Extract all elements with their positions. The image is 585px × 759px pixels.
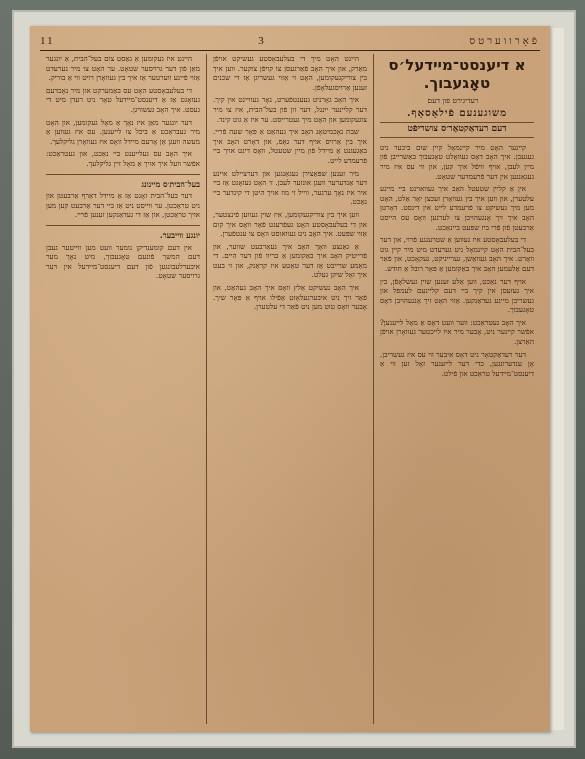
paragraph: מיר זענען שפּאַצירן געגאַנגען און דערציילט איינע דער אַנדערער וועגן אונזער לעבן. זי האָט געזאָגט אַז ביי איר איז נאָך ערגער, ווייל זי מוז אויך היטן די קינדער ביי נאַכט. [213,168,367,207]
paragraph: די בעלעבאָסטע איז געווען אַ שטרענגע פֿרוי, און דער בעל־הבית האָט קיינמאָל ניט גערעדט מיט מיר קיין גוט וואָרט. איך האָב געוואַשן, גערייניקט, געקאָכט, און פֿאַר דעם אַלעמען האָב איך באַקומען אַ פּאָר רובל אַ חודש. [380,235,534,273]
divider [46,225,200,226]
page-mark: 3 [258,35,266,47]
paragraph: איך האָב גאָרניט געענטפֿערט, נאָר געוויינט אין קיך. דער קליינער ייִנגל, דער זון פֿון בעל־הבית, איז צו מיר צוגעקומען און האָט מיך געטרייסט. ער איז אַ גוט קינד. [213,95,367,124]
paragraph: שבת נאָכמיטאָג האָב איך געהאַט אַ פּאָר שעה פֿריי. איך בין אַרויס אויף דער גאַס, און דאָרט האָב איך באַגעגנט אַ מיידל פֿון מיין שטעטל, וואָס דינט אויך ביי פֿרעמדע לייט. [213,127,367,165]
paragraph: היינט איז געקומען אַ גאַסט צום בעל־הבית, אַ יונגער מאַן פֿון דער גרויסער שטאָט. ער האָט צו מיר גערעדט אַזוי פֿיינע ווערטער אַז איך בין געוואָרן רויט ווי אַ בוריק. [46,54,200,83]
article-title: א דיענסט־מיידעל׳ס טאָגעבוך. [388,56,526,92]
paragraph: איך האָב עס געלייענט ביי נאַכט, און געטראַכט: אפֿשר וועל איך אויך אַ מאָל זיין גליקלעך. [46,149,200,168]
divider [46,174,200,175]
paragraph: היינט האָט מיך די בעלעבאָסטע געשיקט אויפֿן מאַרק, און איך האָב פֿאַרגעסן צו קויפֿן צוקער. ווען איך בין צוריקגעקומען, האָט זי אַזוי געשריגן אַז די שכנים זענען אַרויסגעלאָפֿן. [213,54,367,92]
note-text: אין דעם קומענדיקן נומער וועט מען ווייטער געבן דעם המשך פֿונעם טאָגעבוך, מיט נאָך מער איבערלעבונגען פֿון דעם דיענסט־מיידעל אין דער גרויסער שטאָט. [46,242,200,281]
paragraph: דער רעדאַקטאָר גיט דאָס איבער ווי עס איז געשריבן, אָן ענדערונגען, כדי דער לייענער זאָל זען ווי אַ דיענסט־מיידעל טראַכט און פֿילט. [380,349,534,378]
paragraph: איך האָב געשיקט אַלץ וואָס איך האָב געהאַט, און פֿאַר זיך ניט איבערגעלאָזט אַפֿילו אויף אַ פּאָר שיך. אָבער וואָס טוט מען ניט פֿאַר די עלטערן. [213,283,367,312]
column-left [40,54,206,724]
paragraph: אין אַ קליין שטעטל האָב איך געוואוינט ביי מיינע עלטערן, און ווען איך בין געוואָרן זעכצן יאָר אַלט, האָט מען מיך געשיקט צו פֿרעמדע לייט אין דינסט. דאָרטן האָב איך זיך אָנגעהויבן צו לערנען וואָס עס הייסט אַרבעטן פֿון פֿרי ביז שפּעט ביינאַכט. [380,184,534,232]
paper-name: פֿאָרווערטס [469,35,540,47]
paragraph: איך האָב געטראַכט: ווער וועט דאָס אַ מאָל לייענען? אפֿשר קיינער ניט, אָבער מיר איז לייכטער געוואָרן אויפֿן האַרצן. [380,317,534,347]
section-heading: דעם רעדאַקטאָר׳ס צושריפֿט [380,122,534,138]
article-columns [40,54,540,724]
column-middle-text [213,54,367,312]
paragraph: קיינער האָט מיר קיינמאָל קיין שום ביכער ניט געגעבן. איך האָב דאָס געוואָלט טאָגעבוך באַשרייבן פֿון מיין לעבן, אויף וויפֿל איך קען, און ווי עס איז מיר געגאַנגען אין דער פֿרעמדער שטאָט. [380,142,534,181]
paragraph: אַ גאַנצע וואָך האָב איך געאַרבעט שווער, און פֿרייטיק האָב איך באַקומען אַ בריוו פֿון דער היים. די מאַמע שרייבט אַז דער טאַטע איז קראַנק, און זי בעט איך זאָל שיקן געלט. [213,241,367,280]
column-right [373,54,540,724]
column-left-text [46,54,200,169]
column-right-text [380,143,534,379]
page-header [40,32,540,51]
page-number: 11 [40,35,55,47]
column-middle [206,54,373,724]
paragraph: דער יונגער מאַן איז נאָך אַ מאָל געקומען, און האָט מיר געבראַכט אַ ביכל צו לייענען. עס איז געווען אַ מעשה וועגן אַן אָרעם מיידל וואָס איז געוואָרן גליקלעך. [46,117,200,146]
paragraph: ווען איך בין צוריקגעקומען, איז שוין געווען פֿינצטער, און די בעלעבאָסטע האָט געפֿרעגט פֿאַר וואָס איך קום אַזוי שפּעט. איך האָב ניט געוואוסט וואָס צו ענטפֿערן. [213,209,367,239]
paragraph: די בעלעבאָסטע האָט עס באַמערקט און מיר נאָכדעם געזאָגט אַז אַ דיענסט־מיידעל טאָר ניט רעדן מיט די געסט. איך האָב געשוויגן. [46,85,200,114]
note-title: יונגע ווייבער. [159,229,200,240]
box-title: בעל־הבית׳ס מיינונג [141,178,200,189]
newspaper-page [30,26,550,732]
article-byline: רעדיגירט פון דעם [427,96,479,105]
box-text: דער בעל־הבית זאָגט אַז אַ מיידל דאַרף אַרבעטן און ניט טראַכטן. ער ווייסט ניט אַז ביי דער אַרבעט קען מען אויך טראַכטן, און אַז די געדאַנקען זענען פֿריי. [46,191,200,220]
article-author: משוגענעם פֿילאָסאָף. [406,107,508,119]
paragraph: אויף דער נאַכט, ווען אַלע זענען שוין געשלאָפֿן, בין איך געזעסן אין קיך ביי דעם קליינעם לעמפּל און געשריבן מיינע געדאַנקען. אַזוי האָט זיך אָנגעהויבן דאָס טאָגעבוך. [380,276,534,315]
